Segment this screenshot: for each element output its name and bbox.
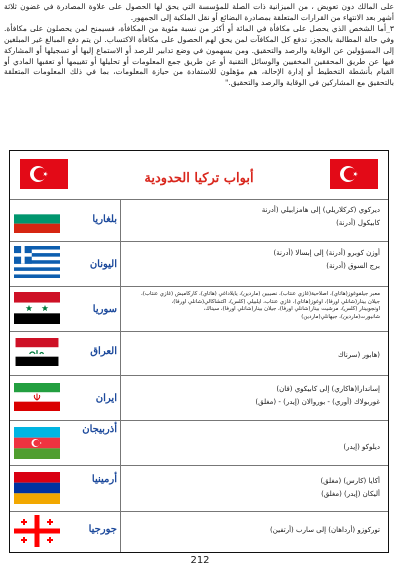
country-name: جورجيا bbox=[88, 524, 117, 535]
table-title: أبواب تركيا الحدودية bbox=[144, 171, 254, 186]
iran-flag-icon bbox=[14, 383, 60, 411]
azerbaijan-flag-icon bbox=[14, 427, 60, 459]
border-gates-table bbox=[9, 150, 389, 553]
country-name: ايران bbox=[95, 393, 117, 404]
country-name: أذربيجان bbox=[82, 424, 117, 435]
gates-cell bbox=[126, 205, 380, 231]
armenia-flag-icon bbox=[14, 472, 60, 504]
table-row bbox=[10, 199, 388, 242]
country-name: بلغاريا bbox=[92, 214, 117, 225]
table-row bbox=[10, 466, 388, 512]
turkey-flag-right-icon bbox=[330, 159, 378, 189]
table-row bbox=[10, 512, 388, 552]
country-name: اليونان bbox=[89, 259, 117, 270]
country-name: العراق bbox=[90, 346, 117, 357]
gate-line: ديركوي (كركلاريلي) إلى هامزابيلي (أدرنة bbox=[261, 206, 380, 214]
bulgaria-flag-icon bbox=[14, 205, 60, 233]
gate-line: كابيكول (أدرنة) bbox=[336, 219, 380, 227]
country-name: أرمينيا bbox=[91, 474, 117, 485]
gates-cell bbox=[126, 350, 380, 363]
table-row bbox=[10, 287, 388, 332]
country-name: سوريا bbox=[92, 304, 117, 315]
body-text bbox=[4, 2, 394, 89]
table-header bbox=[10, 151, 388, 200]
gates-cell bbox=[126, 525, 380, 538]
gate-line: ديلوكو (إيدر) bbox=[343, 443, 380, 451]
gate-line: (هابور (سرناك bbox=[337, 351, 380, 359]
georgia-flag-icon bbox=[14, 515, 60, 547]
gate-line: أوزن كوبرو (أدرنة) إلى إبسالا (أدرنة) bbox=[273, 249, 380, 257]
gates-cell bbox=[126, 476, 380, 502]
gate-line: أليكان (إيدر) (مغلق) bbox=[321, 490, 380, 498]
table-row bbox=[10, 376, 388, 421]
page-number: 212 bbox=[190, 555, 210, 566]
gates-cell bbox=[126, 291, 380, 321]
greece-flag-icon bbox=[14, 246, 60, 278]
table-row bbox=[10, 242, 388, 287]
gate-line: إساندارا(هاكاري) إلى كابيكوي (فان) bbox=[276, 385, 380, 393]
gate-line: جيلان بينار(شانلي اورفا)، اوغوز(هاتاي)، غازي عنتاب، ايلبيلي (كلس)، اكتشاكالي(شانلي اورفا)، bbox=[171, 298, 380, 305]
table-row bbox=[10, 421, 388, 466]
gate-line: غوربولاك (أوري) - بوروالان (إيدر) - (مغلق) bbox=[255, 398, 380, 406]
gates-cell bbox=[126, 442, 380, 455]
gate-line: برج السوق (أدرنة) bbox=[326, 262, 380, 270]
gate-line: أكايا (كارس) (مغلق) bbox=[320, 477, 380, 485]
table-row bbox=[10, 332, 388, 376]
iraq-flag-icon bbox=[14, 338, 60, 366]
gate-line: توركوزو (أرداهان) إلى سارب (أرتفين) bbox=[270, 526, 380, 534]
syria-flag-icon bbox=[14, 292, 60, 324]
gates-cell bbox=[126, 248, 380, 274]
table-body bbox=[10, 199, 388, 552]
paragraph-2: ٣_أما الشخص الذي يحصل على مكافأة في المائة أو أكثر من نسبة مئوية من المكافأة، فسيمنح لمن يحصلون على مكافأة. وفي حالة المطالبة بالحجز، تدفع كل المكافآت لمن يحق لهم الحصول على مكافأة الاكتساب. لن يتم دفع المبالغ غير المبلغين إلى المسؤولين عن الوقاية والرصد والتحقيق. ومن يسهمون في وضع تدابير للرصد أو الاستماع إليها أو تسجيلها أو المشاركة فيها عن طريق المحققين المخفيين والوسائل التقنية أو عن طريق جمع المعلومات أو تحليلها أو تقييمها أو تعقبها المادي أو القيام بأنشطة التخطيط أو إدارة الإحالة، هم مؤهلون للاستفادة من حيازة المعلومات، بما في ذلك المعلومات المتعلقة بالتحقيق مع المشاركين في الوقاية والرصد والتحقيق." bbox=[4, 23, 394, 88]
paragraph-1: على المالك دون تعويض ، من الميزانية ذات الصلة للمؤسسة التي يحق لها الحصول على علاوة المصادرة في غضون ثلاثة أشهر بعد الانتهاء من القرارات المتعلقة بمصادرة البضائع أو نقل الملكية إلى الجمهور. bbox=[4, 2, 394, 22]
gate-line: معبر جيلفوغوز(هاتاي)، اصلاحية(غازي عنتاب)، نصيبين (ماردين)، يايلاداغي (هاتاي)، كاركاميش (غازي عنتاب)، bbox=[141, 291, 380, 297]
gate-line: شانيورت(ماردين)، جيهانلي(ماردين) bbox=[301, 313, 380, 320]
gates-cell bbox=[126, 384, 380, 410]
gate-line: اونجوبينار (كلس)، مرشيت بينار(شانلي اورفا)، جيلان بينار(شانلي اورفا)، سيناك، bbox=[203, 306, 380, 313]
